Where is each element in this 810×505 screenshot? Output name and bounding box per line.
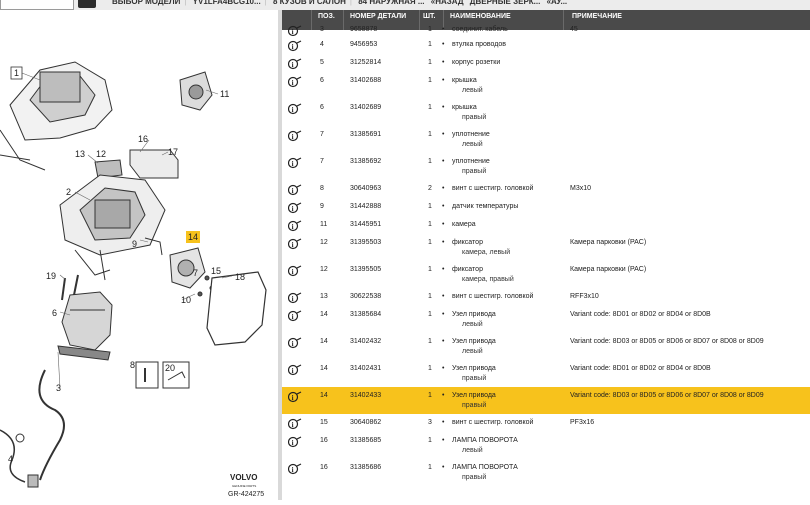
back-link[interactable]: «НАЗАД: [430, 0, 464, 6]
callout-16[interactable]: 16: [138, 134, 149, 144]
callout-10[interactable]: 10: [181, 295, 192, 305]
cell-name-detail: камера, левый: [462, 249, 511, 256]
cell-name-detail: правый: [462, 168, 487, 175]
callout-20[interactable]: 20: [165, 363, 176, 373]
cell-qty: 1: [428, 104, 432, 111]
bullet-icon: •: [442, 185, 445, 192]
volvo-logo: VOLVO: [230, 473, 258, 482]
table-row[interactable]: [282, 198, 810, 217]
cell-note: Variant code: 8D01 or 8D02 or 8D04 or 8D0B: [570, 311, 711, 318]
table-row[interactable]: [282, 99, 810, 127]
callout-17[interactable]: 17: [168, 147, 179, 157]
cell-part-number[interactable]: 31252814: [350, 59, 382, 66]
part-info-icon[interactable]: [288, 39, 302, 51]
cell-part-number[interactable]: 31402688: [350, 77, 382, 84]
cell-part-number[interactable]: 31395503: [350, 239, 382, 246]
table-row[interactable]: [282, 387, 810, 415]
crumb-model-select[interactable]: ВЫБОР МОДЕЛИ: [112, 0, 181, 6]
svg-text:i: i: [291, 295, 294, 303]
cell-pos: 16: [320, 464, 328, 471]
cell-name: Узел привода: [452, 311, 496, 318]
callout-13[interactable]: 13: [75, 149, 86, 159]
callout-19[interactable]: 19: [46, 271, 57, 281]
cell-qty: 1: [428, 26, 432, 33]
part-info-icon[interactable]: [288, 336, 302, 348]
cell-part-number[interactable]: 31385685: [350, 437, 382, 444]
cell-part-number[interactable]: 9456953: [350, 41, 378, 48]
crumb-body[interactable]: 8 КУЗОВ И САЛОН: [272, 0, 346, 6]
table-row[interactable]: [282, 72, 810, 100]
cell-name: корпус розетки: [452, 59, 501, 66]
bullet-icon: •: [442, 266, 445, 273]
search-input[interactable]: [0, 0, 74, 10]
bullet-icon: •: [442, 26, 445, 33]
cell-name-detail: левый: [462, 321, 483, 328]
svg-text:i: i: [291, 367, 294, 375]
bullet-icon: •: [442, 239, 445, 246]
genuine-parts-label: GENUINE PARTS: [232, 484, 257, 488]
part-info-icon[interactable]: [288, 75, 302, 87]
bullet-icon: •: [442, 464, 445, 471]
cell-part-number[interactable]: 31442888: [350, 203, 382, 210]
table-row[interactable]: [282, 54, 810, 73]
header-pos[interactable]: ПОЗ.: [312, 10, 344, 30]
bullet-icon: •: [442, 104, 445, 111]
cell-part-number[interactable]: 31395505: [350, 266, 382, 273]
cell-note: M3x10: [570, 185, 592, 192]
part-info-icon[interactable]: [288, 435, 302, 447]
cell-qty: 1: [428, 338, 432, 345]
cell-name: уплотнение: [452, 158, 490, 165]
bullet-icon: •: [442, 293, 445, 300]
cell-part-number[interactable]: 31385684: [350, 311, 382, 318]
table-row[interactable]: [282, 306, 810, 334]
diagram-reference: GR-424275: [228, 491, 265, 498]
cell-pos: 11: [320, 221, 328, 228]
bullet-icon: •: [442, 419, 445, 426]
cell-part-number[interactable]: 31385692: [350, 158, 382, 165]
cell-pos: 6: [320, 104, 324, 111]
callout-7[interactable]: 7: [193, 268, 199, 278]
svg-text:i: i: [291, 268, 294, 276]
cell-name: датчик температуры: [452, 203, 519, 210]
callout-14[interactable]: 14: [188, 232, 199, 242]
table-row[interactable]: [282, 486, 810, 500]
cell-qty: 1: [428, 437, 432, 444]
svg-text:i: i: [291, 61, 294, 69]
cell-pos: 7: [320, 131, 324, 138]
svg-text:i: i: [291, 205, 294, 213]
table-row[interactable]: [282, 126, 810, 154]
callout-2[interactable]: 2: [66, 187, 72, 197]
cell-qty: 1: [428, 311, 432, 318]
cell-part-number[interactable]: 30640963: [350, 185, 382, 192]
bullet-icon: •: [442, 392, 445, 399]
part-info-icon[interactable]: [288, 129, 302, 141]
part-info-icon[interactable]: [288, 219, 302, 231]
cell-pos: 12: [320, 266, 328, 273]
cell-qty: 1: [428, 221, 432, 228]
part-info-icon[interactable]: [288, 183, 302, 195]
callout-11[interactable]: 11: [220, 89, 230, 99]
header-note[interactable]: ПРИМЕЧАНИЕ: [572, 13, 622, 20]
table-row[interactable]: [282, 432, 810, 460]
cell-qty: 1: [428, 239, 432, 246]
svg-text:i: i: [291, 133, 294, 141]
table-row[interactable]: [282, 414, 810, 433]
table-row[interactable]: [282, 234, 810, 262]
table-row[interactable]: [282, 360, 810, 388]
part-info-icon[interactable]: [288, 363, 302, 375]
callout-6[interactable]: 6: [52, 308, 58, 318]
callout-4[interactable]: 4: [8, 454, 14, 464]
cell-pos: 6: [320, 77, 324, 84]
part-info-icon[interactable]: [288, 291, 302, 303]
table-row[interactable]: [282, 180, 810, 199]
crumb-vin[interactable]: YV1LFA4BCG10...: [192, 0, 261, 6]
table-row[interactable]: [282, 459, 810, 487]
bullet-icon: •: [442, 437, 445, 444]
cell-qty: 1: [428, 266, 432, 273]
part-info-icon[interactable]: [288, 57, 302, 69]
part-info-icon[interactable]: [288, 237, 302, 249]
cell-part-number[interactable]: 31385691: [350, 131, 382, 138]
cell-name-detail: левый: [462, 348, 483, 355]
header-name[interactable]: НАИМЕНОВАНИЕ: [444, 10, 564, 30]
part-info-icon[interactable]: [288, 201, 302, 213]
cell-note: Камера парковки (PAC): [570, 266, 647, 273]
cell-part-number[interactable]: 31402689: [350, 104, 382, 111]
cell-part-number[interactable]: 30640862: [350, 419, 382, 426]
cell-note: Variant code: 8D01 or 8D02 or 8D04 or 8D0B: [570, 365, 711, 372]
callout-1[interactable]: 1: [14, 68, 20, 78]
callout-12[interactable]: 12: [96, 149, 107, 159]
svg-text:i: i: [291, 241, 294, 249]
bullet-icon: •: [442, 338, 445, 345]
cell-pos: 8: [320, 185, 324, 192]
table-row[interactable]: [282, 333, 810, 361]
cell-name: винт с шестигр. головкой: [452, 293, 534, 300]
table-row[interactable]: [282, 153, 810, 181]
cell-part-number[interactable]: 30622538: [350, 293, 382, 300]
parts-diagram: [0, 10, 278, 500]
search-button[interactable]: [78, 0, 96, 8]
cell-name-detail: правый: [462, 474, 487, 481]
cell-name-detail: правый: [462, 402, 487, 409]
svg-text:i: i: [291, 394, 294, 402]
cell-note: 45: [570, 26, 578, 33]
cell-part-number[interactable]: 9658878: [350, 26, 378, 33]
cell-name: крышка: [452, 77, 477, 84]
bullet-icon: •: [442, 311, 445, 318]
part-info-icon[interactable]: [288, 24, 302, 36]
crumb-door-mirrors[interactable]: ДВЕРНЫЕ ЗЕРК...: [469, 0, 541, 6]
bullet-icon: •: [442, 158, 445, 165]
cell-qty: 1: [428, 41, 432, 48]
cell-part-number[interactable]: 31445951: [350, 221, 382, 228]
cell-pos: 15: [320, 419, 328, 426]
cell-name: фиксатор: [452, 239, 483, 246]
cell-name-detail: правый: [462, 114, 487, 121]
parts-table: [282, 10, 810, 500]
cell-pos: 3: [320, 26, 324, 33]
crumb-more[interactable]: «АУ...: [546, 0, 568, 6]
cell-name-detail: левый: [462, 87, 483, 94]
callout-15[interactable]: 15: [211, 266, 222, 276]
svg-text:i: i: [291, 223, 294, 231]
table-row[interactable]: [282, 261, 810, 289]
table-row[interactable]: [282, 216, 810, 235]
cell-qty: 1: [428, 203, 432, 210]
callout-3[interactable]: 3: [56, 383, 62, 393]
table-row[interactable]: [282, 36, 810, 55]
crumb-exterior[interactable]: 84 НАРУЖНАЯ ...: [358, 0, 425, 6]
bullet-icon: •: [442, 77, 445, 84]
cell-pos: 14: [320, 392, 328, 399]
cell-note: Variant code: 8D03 or 8D05 or 8D06 or 8D07 or 8D08 or 8D09: [570, 338, 764, 345]
bullet-icon: •: [442, 59, 445, 66]
cell-name: втулка проводов: [452, 41, 506, 48]
cell-pos: 9: [320, 203, 324, 210]
bullet-icon: •: [442, 365, 445, 372]
bullet-icon: •: [442, 41, 445, 48]
svg-text:i: i: [291, 439, 294, 447]
cell-pos: 16: [320, 437, 328, 444]
cell-name-detail: левый: [462, 447, 483, 454]
cell-part-number[interactable]: 31385686: [350, 464, 382, 471]
breadcrumb: ВЫБОР МОДЕЛИ | YV1LFA4BCG10... | 8 КУЗОВ И САЛОН | 84 НАРУЖНАЯ ... «НАЗАД ДВЕРНЫЕ ЗЕРК... «АУ...: [112, 0, 571, 6]
cell-name: Узел привода: [452, 365, 496, 372]
cell-pos: 14: [320, 365, 328, 372]
cell-note: Камера парковки (PAC): [570, 239, 647, 246]
svg-text:i: i: [291, 28, 294, 36]
bullet-icon: •: [442, 131, 445, 138]
part-info-icon[interactable]: [288, 264, 302, 276]
cell-name: ЛАМПА ПОВОРОТА: [452, 437, 518, 444]
svg-text:i: i: [291, 43, 294, 51]
cell-note: PF3x16: [570, 419, 595, 426]
part-info-icon[interactable]: [288, 102, 302, 114]
cell-name-detail: камера, правый: [462, 276, 514, 283]
cell-name: крышка: [452, 104, 477, 111]
cell-name: фиксатор: [452, 266, 483, 273]
table-row[interactable]: [282, 288, 810, 307]
part-info-icon[interactable]: [288, 417, 302, 429]
cell-pos: 12: [320, 239, 328, 246]
cell-qty: 1: [428, 158, 432, 165]
cell-pos: 5: [320, 59, 324, 66]
exploded-view-illustration: [0, 10, 278, 500]
part-info-icon[interactable]: [288, 156, 302, 168]
bullet-icon: •: [442, 221, 445, 228]
svg-text:i: i: [291, 79, 294, 87]
callout-9[interactable]: 9: [132, 239, 138, 249]
cell-qty: 3: [428, 419, 432, 426]
cell-qty: 2: [428, 185, 432, 192]
cell-qty: 1: [428, 131, 432, 138]
cell-pos: 4: [320, 41, 324, 48]
svg-text:i: i: [291, 160, 294, 168]
header-part-number[interactable]: НОМЕР ДЕТАЛИ: [344, 10, 420, 30]
part-info-icon[interactable]: [288, 390, 302, 402]
cell-qty: 1: [428, 464, 432, 471]
part-info-icon[interactable]: [288, 462, 302, 474]
svg-text:i: i: [291, 421, 294, 429]
cell-qty: 1: [428, 392, 432, 399]
cell-part-number[interactable]: 31402432: [350, 338, 382, 345]
svg-text:i: i: [291, 340, 294, 348]
cell-pos: 13: [320, 293, 328, 300]
cell-pos: 7: [320, 158, 324, 165]
cell-name-detail: левый: [462, 141, 483, 148]
cell-name: Узел привода: [452, 392, 496, 399]
cell-name: винт с шестигр. головкой: [452, 185, 534, 192]
callout-8[interactable]: 8: [130, 360, 136, 370]
svg-text:i: i: [291, 313, 294, 321]
cell-name: Узел привода: [452, 338, 496, 345]
svg-text:i: i: [291, 106, 294, 114]
cell-name: уплотнение: [452, 131, 490, 138]
header-qty[interactable]: ШТ.: [420, 10, 444, 30]
cell-pos: 14: [320, 338, 328, 345]
cell-name-detail: правый: [462, 375, 487, 382]
cell-qty: 1: [428, 293, 432, 300]
cell-qty: 1: [428, 77, 432, 84]
cell-name: соединит. кабель: [452, 26, 508, 33]
cell-pos: 14: [320, 311, 328, 318]
cell-part-number[interactable]: 31402431: [350, 365, 382, 372]
svg-text:i: i: [291, 466, 294, 474]
cell-qty: 1: [428, 59, 432, 66]
bullet-icon: •: [442, 203, 445, 210]
cell-note: Variant code: 8D03 or 8D05 or 8D06 or 8D07 or 8D08 or 8D09: [570, 392, 764, 399]
svg-text:i: i: [291, 187, 294, 195]
cell-qty: 1: [428, 365, 432, 372]
cell-name: ЛАМПА ПОВОРОТА: [452, 464, 518, 471]
cell-name: камера: [452, 221, 476, 228]
callout-18[interactable]: 18: [235, 272, 246, 282]
cell-note: RFF3x10: [570, 293, 599, 300]
part-info-icon[interactable]: [288, 309, 302, 321]
cell-name: винт с шестигр. головкой: [452, 419, 534, 426]
cell-part-number[interactable]: 31402433: [350, 392, 382, 399]
